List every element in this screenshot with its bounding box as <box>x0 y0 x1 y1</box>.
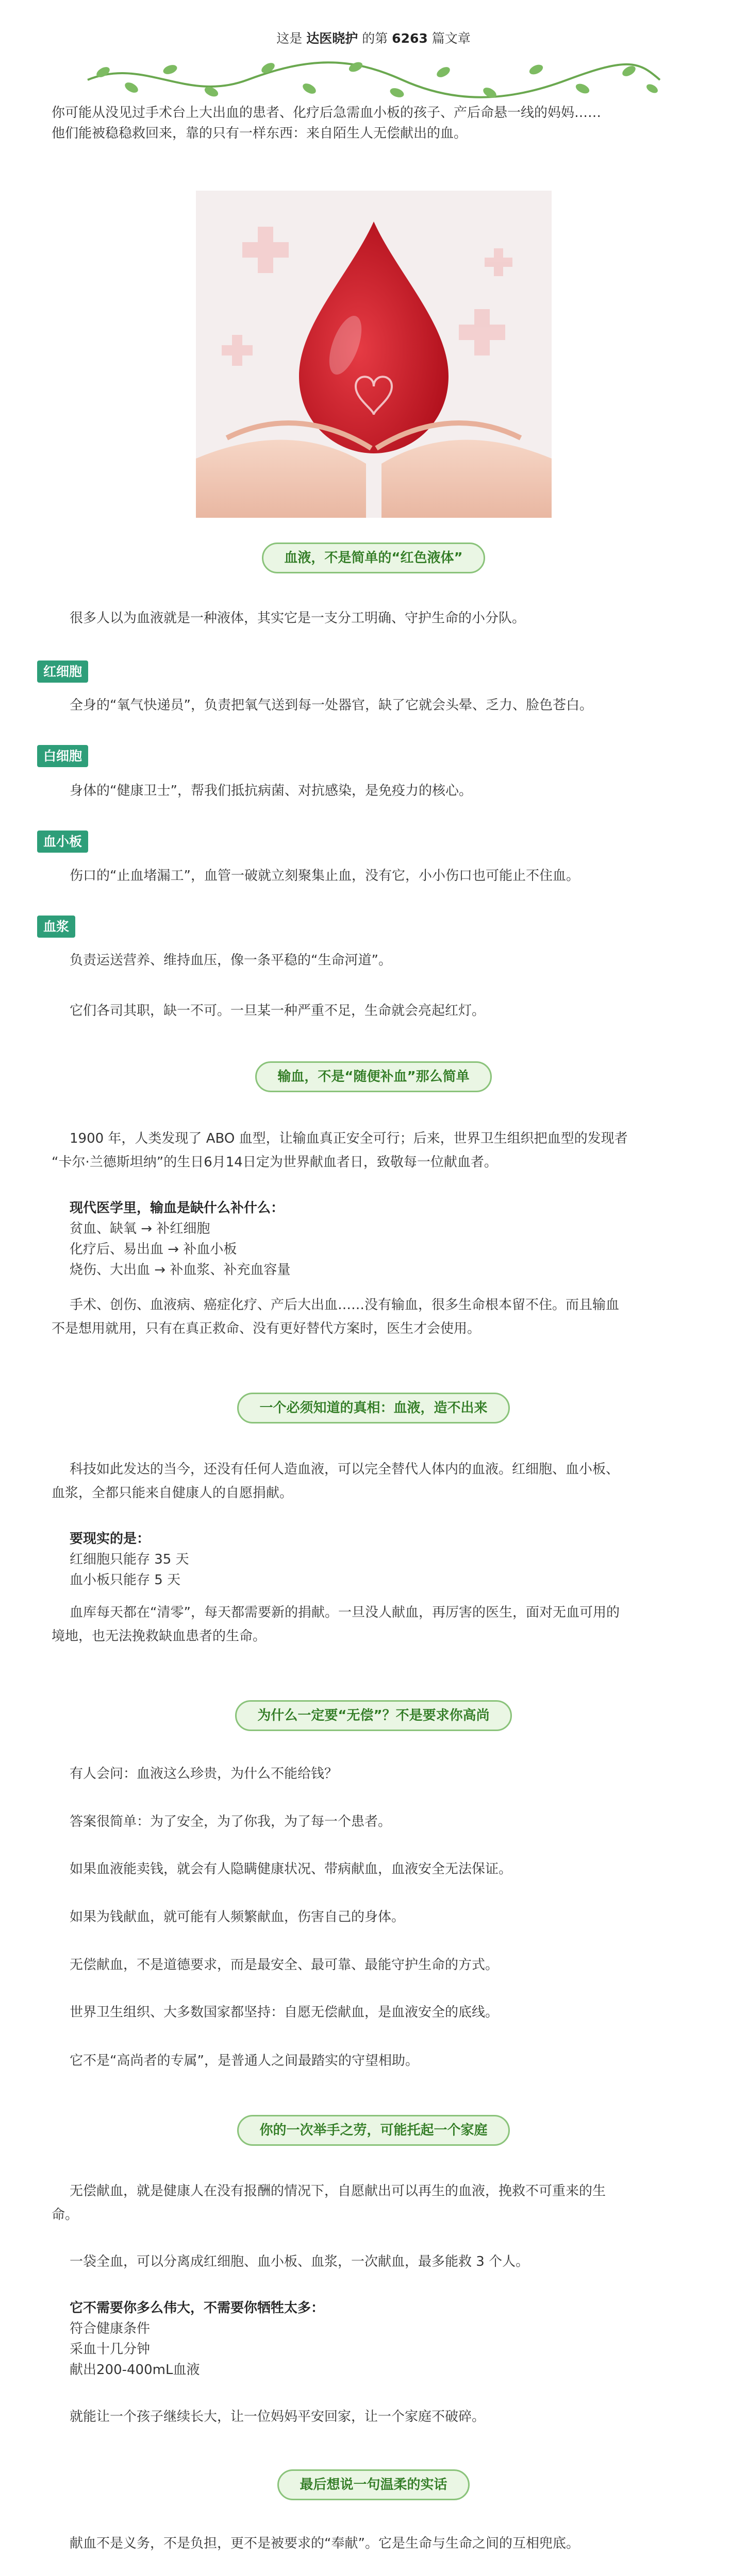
tag-white-cells: 白细胞 <box>37 745 88 767</box>
intro-line: 他们能被稳稳救回来，靠的只有一样东西：来自陌生人无偿献出的血。 <box>52 126 468 141</box>
s3-bank-line: 血库每天都在“清零”，每天都需要新的捐献。一旦没人献血，再厉害的医生，面对无血可用的 <box>70 1605 620 1620</box>
s1-red-cells-text: 全身的“氧气快递员”，负责把氧气送到每一处器官，缺了它就会头晕、乏力、脸色苍白。 <box>70 698 593 713</box>
intro-line: 你可能从没见过手术台上大出血的患者、化疗后急需血小板的孩子、产后命悬一线的妈妈…… <box>52 105 602 121</box>
list-item: 贫血、缺氧 → 补红细胞 <box>70 1221 210 1236</box>
s2-usage <box>52 1293 701 1341</box>
section-heading-5: 你的一次举手之劳，可能托起一个家庭 <box>0 2115 747 2146</box>
blood-drop-illustration <box>196 191 552 518</box>
article-header <box>0 31 747 46</box>
list-item: 血小板只能存 5 天 <box>70 1572 181 1588</box>
s3-list <box>70 1529 688 1590</box>
s5-definition-line: 无偿献血，就是健康人在没有报酬的情况下，自愿献出可以再生的血液，挽救不可重来的生 <box>70 2183 606 2199</box>
s5-list <box>70 2298 688 2380</box>
s3-science <box>52 1458 701 1505</box>
s1-intro: 很多人以为血液就是一种液体，其实它是一支分工明确、守护生命的小分队。 <box>70 611 526 626</box>
s4-para-1: 如果血液能卖钱，就会有人隐瞒健康状况、带病献血，血液安全无法保证。 <box>70 1861 512 1877</box>
s4-question: 有人会问：血液这么珍贵，为什么不能给钱？ <box>70 1766 338 1782</box>
s4-para-5: 它不是“高尚者的专属”，是普通人之间最踏实的守望相助。 <box>70 2053 419 2069</box>
s4-answer: 答案很简单：为了安全，为了你我，为了每一个患者。 <box>70 1814 392 1829</box>
s4-para-3: 无偿献血，不是道德要求，而是最安全、最可靠、最能守护生命的方式。 <box>70 1957 499 1973</box>
s2-usage-line: 不是想用就用，只有在真正救命、没有更好替代方案时，医生才会使用。 <box>52 1321 481 1336</box>
s5-definition <box>52 2179 701 2227</box>
s1-plasma-text: 负责运送营养、维持血压，像一条平稳的“生命河道”。 <box>70 953 392 968</box>
tag-red-cells: 红细胞 <box>37 660 88 683</box>
list-item: 化疗后、易出血 → 补血小板 <box>70 1242 237 1257</box>
s2-usage-line: 手术、创伤、血液病、癌症化疗、产后大出血……没有输血，很多生命根本留不住。而且输血 <box>70 1297 620 1313</box>
s5-list-title: 它不需要你多么伟大，不需要你牺牲太多： <box>70 2300 325 2316</box>
s4-para-2: 如果为钱献血，就可能有人频繁献血，伤害自己的身体。 <box>70 1909 405 1925</box>
intro-paragraph <box>52 101 701 145</box>
s3-list-title: 要现实的是： <box>70 1531 151 1547</box>
vine-divider <box>82 52 665 108</box>
list-item: 采血十几分钟 <box>70 2342 151 2357</box>
tag-platelets: 血小板 <box>37 831 88 853</box>
s4-para-4: 世界卫生组织、大多数国家都坚持：自愿无偿献血，是血液安全的底线。 <box>70 2005 499 2020</box>
section-heading-4: 为什么一定要“无偿”？不是要求你高尚 <box>0 1700 747 1731</box>
list-item: 烧伤、大出血 → 补血浆、补充血容量 <box>70 1262 291 1278</box>
s2-list <box>70 1198 688 1280</box>
header-suffix: 篇文章 <box>431 31 471 46</box>
s2-list-title: 现代医学里，输血是缺什么补什么： <box>70 1200 285 1216</box>
hero-image <box>196 191 552 518</box>
list-item: 献出200-400mL血液 <box>70 2362 200 2378</box>
s2-history-line: 1900 年，人类发现了 ABO 血型，让输血真正安全可行；后来，世界卫生组织把血型的发现者 <box>70 1131 628 1146</box>
s1-white-cells-text: 身体的“健康卫士”，帮我们抵抗病菌、对抗感染，是免疫力的核心。 <box>70 783 472 799</box>
s6-para-1: 献血不是义务，不是负担，更不是被要求的“奉献”。它是生命与生命之间的互相兜底。 <box>70 2536 579 2551</box>
list-item: 红细胞只能存 35 天 <box>70 1552 189 1567</box>
s1-ending: 它们各司其职，缺一不可。一旦某一种严重不足，生命就会亮起红灯。 <box>70 1003 486 1019</box>
header-brand: 达医晓护 <box>306 31 358 46</box>
s5-definition-line: 命。 <box>52 2207 79 2223</box>
s2-history-line: “卡尔·兰德斯坦纳”的生日6月14日定为世界献血者日，致敬每一位献血者。 <box>52 1155 497 1170</box>
header-prefix: 这是 <box>276 31 303 46</box>
s2-history <box>52 1127 701 1174</box>
s3-science-line: 科技如此发达的当今，还没有任何人造血液，可以完全替代人体内的血液。红细胞、血小板、 <box>70 1462 620 1477</box>
s5-whole-blood: 一袋全血，可以分离成红细胞、血小板、血浆，一次献血，最多能救 3 个人。 <box>70 2254 529 2269</box>
section-heading-3: 一个必须知道的真相：血液，造不出来 <box>0 1393 747 1423</box>
section-heading-1: 血液，不是简单的“红色液体” <box>0 543 747 573</box>
tag-plasma: 血浆 <box>37 916 75 938</box>
header-middle: 的第 <box>362 31 388 46</box>
header-number: 6263 <box>392 31 428 46</box>
s3-bank <box>52 1601 701 1648</box>
s3-bank-line: 境地，也无法挽救缺血患者的生命。 <box>52 1629 267 1644</box>
s1-platelets-text: 伤口的“止血堵漏工”，血管一破就立刻聚集止血，没有它，小小伤口也可能止不住血。 <box>70 868 579 884</box>
s5-impact: 就能让一个孩子继续长大，让一位妈妈平安回家，让一个家庭不破碎。 <box>70 2409 486 2425</box>
list-item: 符合健康条件 <box>70 2321 151 2336</box>
s3-science-line: 血浆，全都只能来自健康人的自愿捐献。 <box>52 1485 293 1501</box>
section-heading-6: 最后想说一句温柔的实话 <box>0 2469 747 2500</box>
section-heading-2: 输血，不是“随便补血”那么简单 <box>0 1061 747 1092</box>
